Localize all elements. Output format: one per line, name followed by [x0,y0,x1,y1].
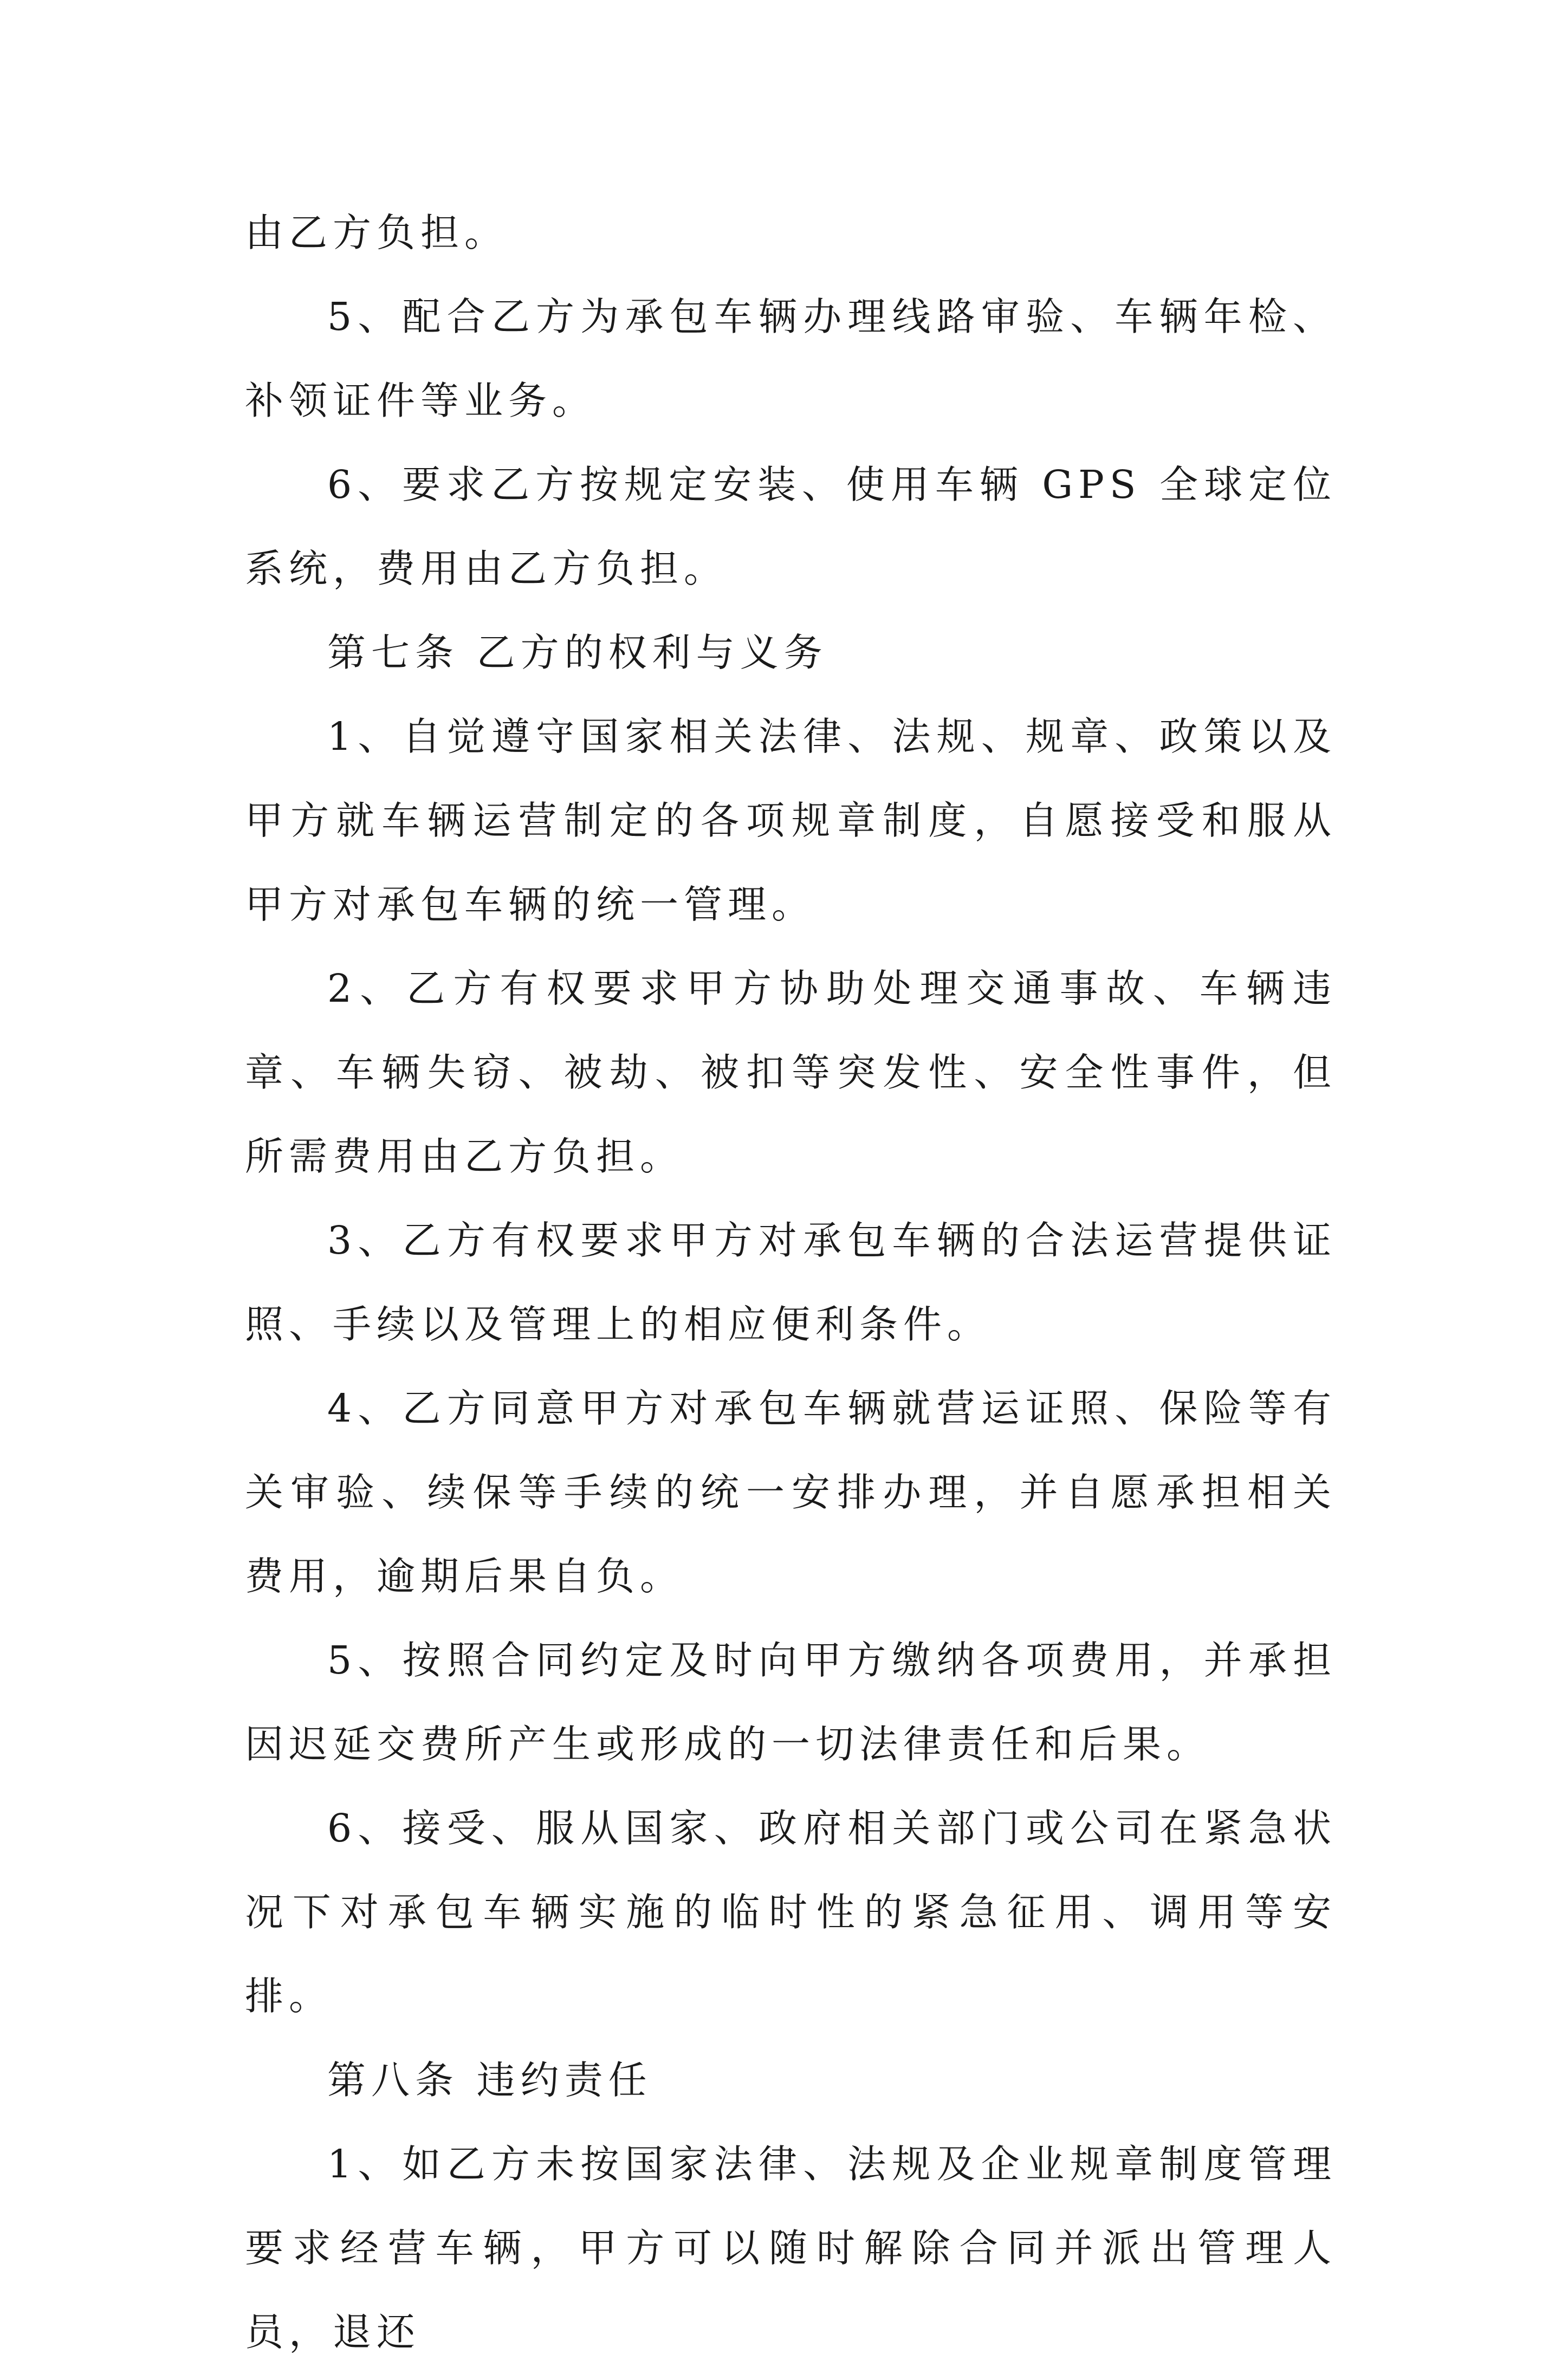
paragraph: 3、乙方有权要求甲方对承包车辆的合法运营提供证照、手续以及管理上的相应便利条件。 [245,1218,1337,1347]
paragraph: 5、配合乙方为承包车辆办理线路审验、车辆年检、补领证件等业务。 [245,294,1337,423]
paragraph: 6、要求乙方按规定安装、使用车辆 GPS 全球定位系统，费用由乙方负担。 [245,462,1337,591]
paragraph: 4、乙方同意甲方对承包车辆就营运证照、保险等有关审验、续保等手续的统一安排办理，并自愿承担相关费用，逾期后果自负。 [245,1386,1337,1599]
paragraph: 6、接受、服从国家、政府相关部门或公司在紧急状况下对承包车辆实施的临时性的紧急征用、调用等安排。 [245,1806,1337,2019]
paragraph: 1、如乙方未按国家法律、法规及企业规章制度管理要求经营车辆，甲方可以随时解除合同并派出管理人员，退还 [245,2142,1337,2354]
section-heading: 第七条 乙方的权利与义务 [327,630,828,675]
paragraph: 由乙方负担。 [245,210,509,255]
paragraph: 2、乙方有权要求甲方协助处理交通事故、车辆违章、车辆失窃、被劫、被扣等突发性、安全性事件，但所需费用由乙方负担。 [245,966,1337,1179]
paragraph: 1、自觉遵守国家相关法律、法规、规章、政策以及甲方就车辆运营制定的各项规章制度，自愿接受和服从甲方对承包车辆的统一管理。 [245,714,1337,927]
document-body [245,191,1337,2374]
section-heading: 第八条 违约责任 [327,2058,652,2103]
paragraph: 5、按照合同约定及时向甲方缴纳各项费用，并承担因迟延交费所产生或形成的一切法律责任和后果。 [245,1638,1337,1767]
